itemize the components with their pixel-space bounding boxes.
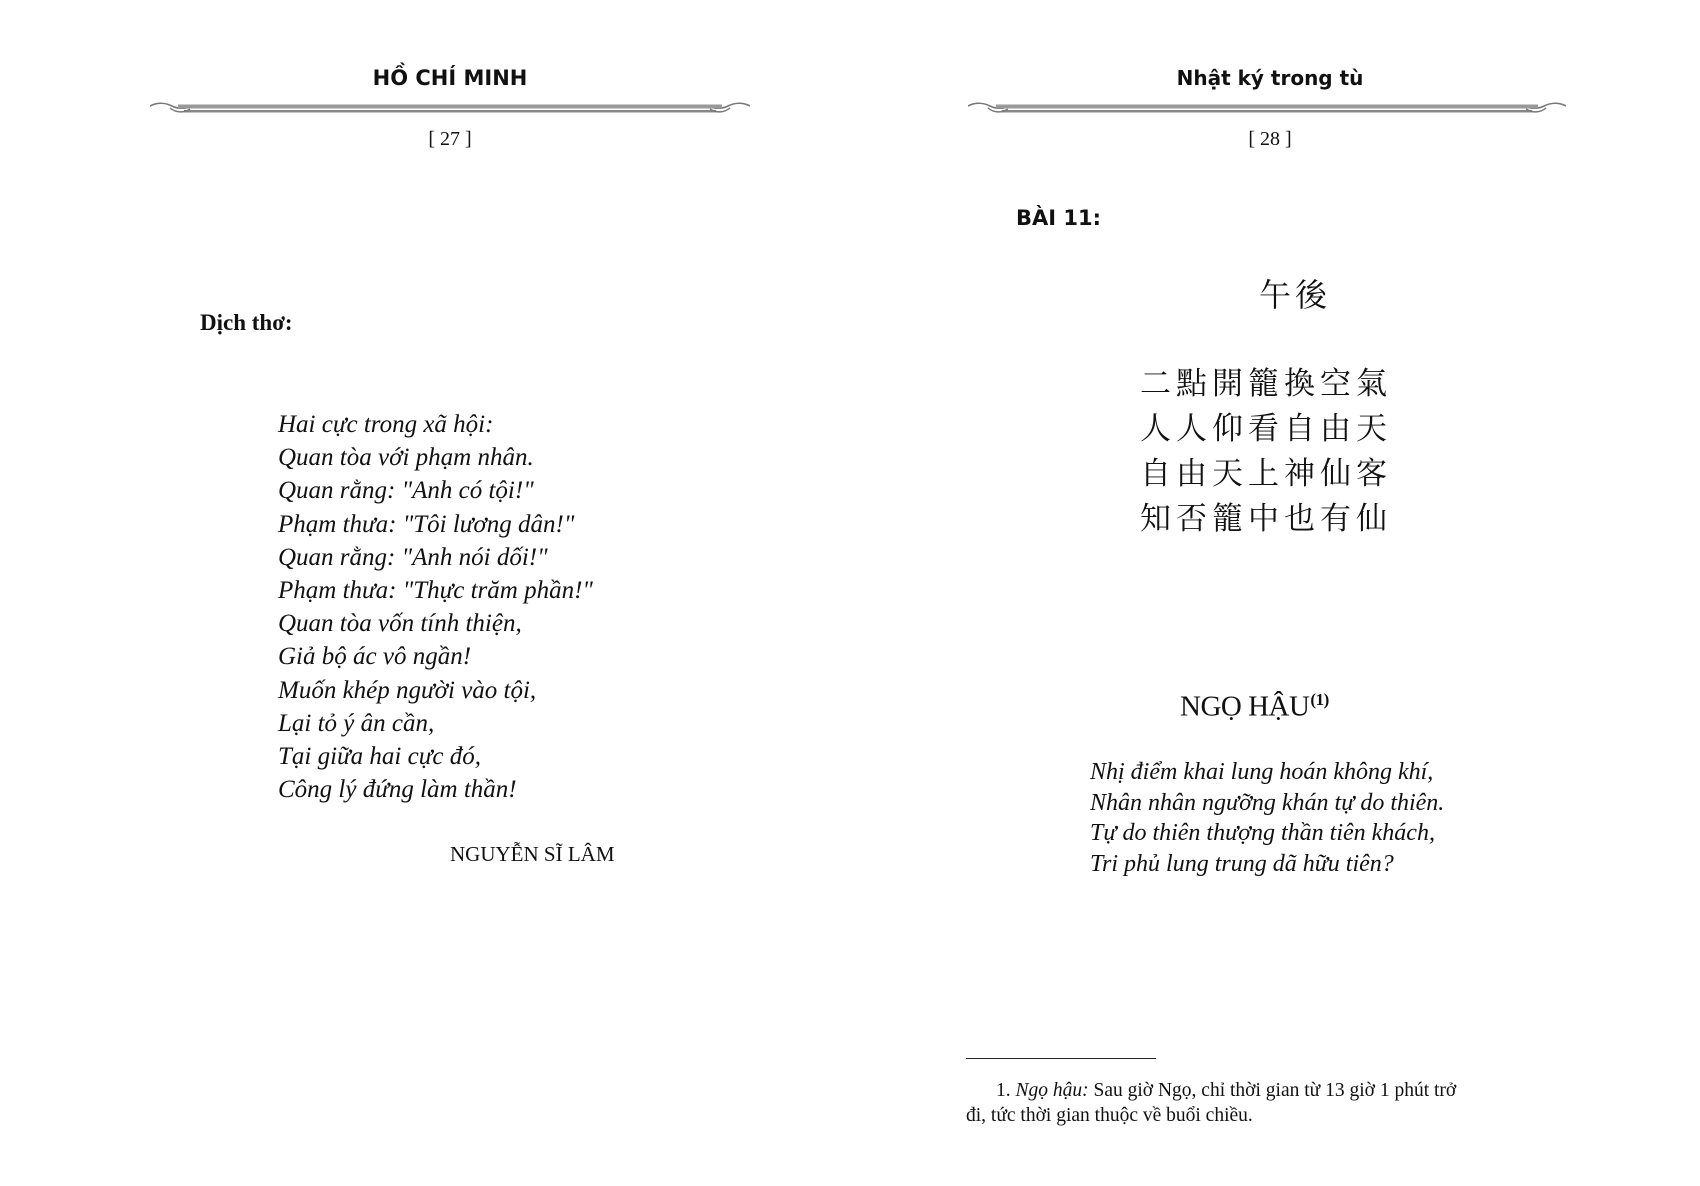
chinese-poem [1140, 362, 1392, 542]
footnote-term: Ngọ hậu: [1015, 1080, 1089, 1101]
page-number: [ 27 ] [428, 128, 472, 150]
transliteration-poem [1090, 757, 1444, 879]
chinese-poem-line: 二點開籠換空氣 [1140, 366, 1392, 402]
chinese-poem-line: 知否籠中也有仙 [1140, 501, 1392, 537]
header-ornament-rule [150, 100, 750, 116]
transliteration-line: Tự do thiên thượng thần tiên khách, [1090, 820, 1435, 846]
transliteration-line: Nhân nhân ngưỡng khán tự do thiên. [1090, 789, 1445, 816]
translation-poem [278, 408, 593, 806]
chinese-poem-line: 人人仰看自由天 [1140, 411, 1392, 447]
header-ornament-rule [968, 100, 1566, 116]
footnote-marker: (1) [1310, 690, 1329, 709]
poem-line: Muốn khép người vào tội, [278, 676, 537, 704]
footnote [966, 1078, 1526, 1128]
poem-line: Hai cực trong xã hội: [278, 411, 494, 438]
poem-line: Phạm thưa: "Thực trăm phần!" [278, 577, 593, 605]
poem-line: Phạm thưa: "Tôi lương dân!" [278, 510, 575, 538]
footnote-text-1: Sau giờ Ngọ, chỉ thời gian từ 13 giờ 1 phút trở [1093, 1080, 1457, 1101]
poem-line: Công lý đứng làm thần! [278, 776, 517, 804]
chinese-poem-title: 午後 [1258, 276, 1331, 314]
section-label-translation: Dịch thơ: [200, 310, 293, 335]
poem-line: Quan tòa vốn tính thiện, [278, 610, 522, 638]
right-page [850, 0, 1700, 1186]
transliteration-title [1180, 690, 1329, 724]
transliteration-line: Nhị điểm khai lung hoán không khí, [1090, 759, 1434, 785]
poem-number: BÀI 11: [1016, 206, 1102, 230]
footnote-line-1 [966, 1078, 1526, 1103]
page-number: [ 28 ] [1248, 128, 1292, 150]
poem-line: Quan rằng: "Anh có tội!" [278, 477, 534, 505]
transliteration-title-text: NGỌ HẬU [1180, 690, 1310, 723]
footnote-line-2: đi, tức thời gian thuộc về buổi chiều. [966, 1105, 1253, 1126]
transliteration-line: Tri phủ lung trung dã hữu tiên? [1090, 850, 1394, 877]
poem-line: Tại giữa hai cực đó, [278, 743, 481, 771]
poem-line: Quan tòa với phạm nhân. [278, 444, 534, 472]
running-head-book-title: Nhật ký trong tù [1176, 66, 1364, 90]
poem-line: Giả bộ ác vô ngần! [278, 643, 472, 671]
running-head-author: HỒ CHÍ MINH [372, 66, 528, 90]
footnote-divider [966, 1058, 1156, 1059]
chinese-poem-line: 自由天上神仙客 [1140, 456, 1392, 492]
poem-line: Quan rằng: "Anh nói dối!" [278, 543, 548, 571]
translator-name: NGUYỄN SĨ LÂM [450, 842, 615, 866]
footnote-number: 1. [996, 1080, 1011, 1101]
poem-line: Lại tỏ ý ân cần, [278, 709, 435, 737]
